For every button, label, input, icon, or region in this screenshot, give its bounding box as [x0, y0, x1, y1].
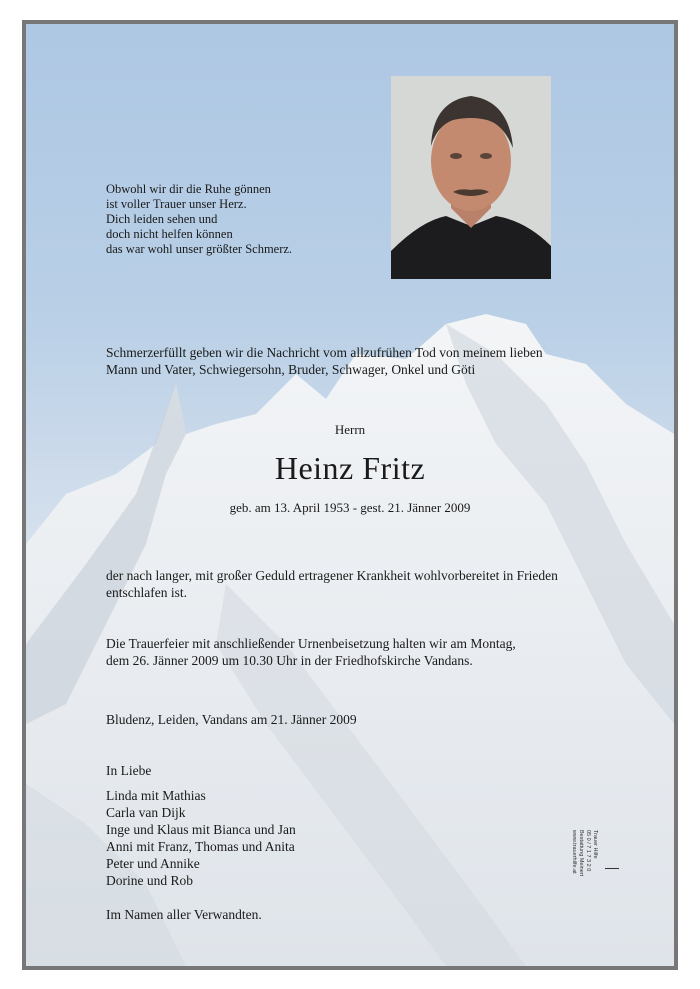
poem-line: ist voller Trauer unser Herz.: [106, 197, 247, 211]
poem-line: das war wohl unser größter Schmerz.: [106, 242, 293, 256]
poem-line: Obwohl wir dir die Ruhe gönnen: [106, 182, 271, 196]
mourner: Dorine und Rob: [106, 873, 193, 888]
imprint-line: Trauer Hilfe: [592, 830, 598, 859]
place-date: Bludenz, Leiden, Vandans am 21. Jänner 2009: [106, 712, 357, 727]
ceremony-line: Die Trauerfeier mit anschließender Urnenbeisetzung halten wir am Montag,: [106, 636, 516, 651]
imprint-line: 05 0 / 7 1 7 3 2 0: [585, 830, 591, 872]
salutation: Herrn: [334, 422, 366, 437]
funeral-home-imprint: [572, 830, 598, 920]
deceased-name: Heinz Fritz: [274, 450, 426, 486]
mourner: Linda mit Mathias: [106, 788, 206, 803]
mourner: Anni mit Franz, Thomas und Anita: [106, 839, 295, 854]
life-dates: geb. am 13. April 1953 - gest. 21. Jänner 2009: [229, 500, 471, 515]
poem-line: doch nicht helfen können: [106, 227, 233, 241]
announcement-line: Schmerzerfüllt geben wir die Nachricht vom allzufrühen Tod von meinem lieben: [106, 345, 543, 360]
mourners-list: [106, 787, 296, 889]
mourner: Peter und Annike: [106, 856, 200, 871]
death-announcement: [106, 344, 626, 378]
passing-text: [106, 567, 626, 601]
in-love-heading: In Liebe: [106, 763, 152, 778]
obituary-card: [22, 20, 678, 970]
closing-line: Im Namen aller Verwandten.: [106, 907, 262, 922]
mourner: Inge und Klaus mit Bianca und Jan: [106, 822, 296, 837]
imprint-rule: [605, 868, 619, 869]
ceremony-line: dem 26. Jänner 2009 um 10.30 Uhr in der Friedhofskirche Vandans.: [106, 653, 473, 668]
announcement-line: Mann und Vater, Schwiegersohn, Bruder, Schwager, Onkel und Göti: [106, 362, 476, 377]
portrait-photo: [391, 76, 551, 279]
passing-line: entschlafen ist.: [106, 585, 187, 600]
imprint-line: www.trauerhilfe.at: [571, 830, 577, 874]
passing-line: der nach langer, mit großer Geduld ertragener Krankheit wohlvorbereitet in Frieden: [106, 568, 558, 583]
memorial-poem: [106, 182, 292, 257]
imprint-line: Bestattung Meinert: [578, 830, 584, 877]
portrait-image: [391, 76, 551, 279]
mourner: Carla van Dijk: [106, 805, 186, 820]
ceremony-text: [106, 635, 626, 669]
poem-line: Dich leiden sehen und: [106, 212, 218, 226]
